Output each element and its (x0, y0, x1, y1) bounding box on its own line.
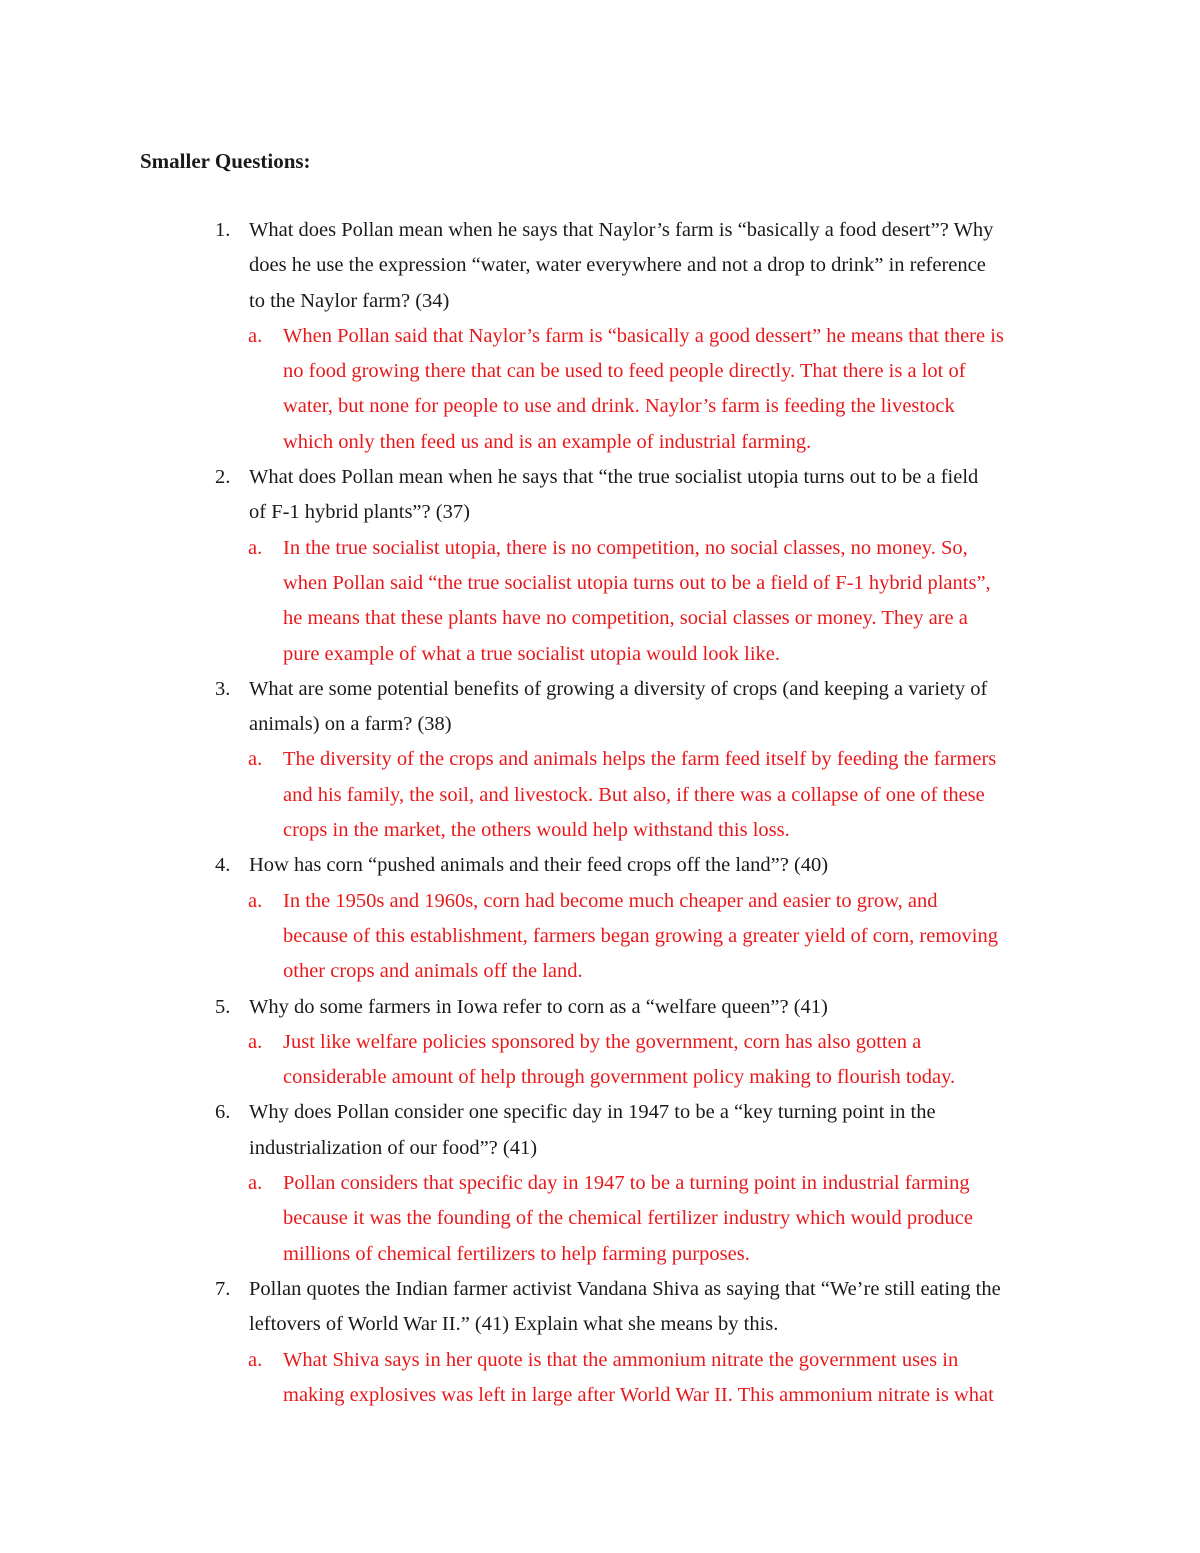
answer-text-line: The diversity of the crops and animals helps the farm feed itself by feeding the farmers (283, 748, 997, 771)
question-text-line: animals) on a farm? (38) (249, 713, 452, 736)
question-text-line: Why do some farmers in Iowa refer to corn as a “welfare queen”? (41) (249, 995, 828, 1018)
question-text-line: What does Pollan mean when he says that Naylor’s farm is “basically a food desert”? Why (249, 219, 994, 241)
section-heading: Smaller Questions: (140, 149, 311, 173)
question-number: 7. (215, 1277, 231, 1300)
answer-text-line: considerable amount of help through government policy making to flourish today. (283, 1066, 956, 1089)
question-item (140, 672, 1060, 848)
answer-text-line: Just like welfare policies sponsored by the government, corn has also gotten a (283, 1030, 922, 1053)
question-item (140, 848, 1060, 989)
answer-text-line: In the 1950s and 1960s, corn had become much cheaper and easier to grow, and (283, 889, 938, 912)
answer-text-line: millions of chemical fertilizers to help farming purposes. (283, 1242, 750, 1265)
question-number: 6. (215, 1101, 231, 1124)
question-number: 5. (215, 995, 231, 1018)
answer-letter: a. (248, 324, 263, 347)
question-text-line: What does Pollan mean when he says that “the true socialist utopia turns out to be a field (249, 466, 979, 489)
answer-block (140, 319, 1060, 460)
answer-text-line: because it was the founding of the chemical fertilizer industry which would produce (283, 1207, 973, 1230)
question-text-line: of F-1 hybrid plants”? (37) (249, 501, 470, 524)
answer-text-line: making explosives was left in large after World War II. This ammonium nitrate is what (283, 1383, 994, 1406)
answer-text-line: and his family, the soil, and livestock. But also, if there was a collapse of one of these (283, 783, 985, 806)
answer-letter: a. (248, 1172, 263, 1195)
question-text-line: How has corn “pushed animals and their feed crops off the land”? (40) (249, 854, 829, 877)
question-text-line: industrialization of our food”? (41) (249, 1136, 538, 1159)
question-number: 2. (215, 466, 231, 489)
question-text-line: What are some potential benefits of growing a diversity of crops (and keeping a variety of (249, 677, 988, 700)
answer-letter: a. (248, 748, 263, 771)
answer-block (140, 884, 1060, 990)
question-text-line: does he use the expression “water, water everywhere and not a drop to drink” in reference (249, 254, 986, 277)
answer-text-line: when Pollan said “the true socialist utopia turns out to be a field of F-1 hybrid plants”, (283, 571, 991, 594)
answer-text-line: which only then feed us and is an example of industrial farming. (283, 430, 812, 453)
question-text-line: to the Naylor farm? (34) (249, 289, 450, 312)
answer-text-line: In the true socialist utopia, there is no competition, no social classes, no money. So, (283, 536, 968, 559)
answer-block (140, 1343, 1060, 1414)
question-text-line: leftovers of World War II.” (41) Explain what she means by this. (249, 1313, 779, 1336)
answer-text-line: water, but none for people to use and drink. Naylor’s farm is feeding the livestock (283, 395, 955, 418)
answer-block (140, 1166, 1060, 1272)
answer-text-line: When Pollan said that Naylor’s farm is “basically a good dessert” he means that there is (283, 324, 1004, 347)
question-text-line: Why does Pollan consider one specific day in 1947 to be a “key turning point in the (249, 1101, 936, 1124)
answer-letter: a. (248, 1348, 263, 1371)
answer-block (140, 742, 1060, 848)
answer-text-line: because of this establishment, farmers began growing a greater yield of corn, removing (283, 924, 998, 947)
answer-text-line: Pollan considers that specific day in 1947 to be a turning point in industrial farming (283, 1172, 970, 1195)
answer-letter: a. (248, 1030, 263, 1053)
question-number: 1. (215, 219, 231, 241)
question-item (140, 460, 1060, 672)
answer-block (140, 531, 1060, 672)
answer-text-line: he means that these plants have no competition, social classes or money. They are a (283, 607, 968, 630)
answer-text-line: other crops and animals off the land. (283, 960, 583, 983)
answer-block (140, 1025, 1060, 1096)
answer-text-line: crops in the market, the others would help withstand this loss. (283, 819, 790, 842)
question-item (140, 990, 1060, 1096)
answer-letter: a. (248, 536, 263, 559)
question-text-line: Pollan quotes the Indian farmer activist Vandana Shiva as saying that “We’re still eating the (249, 1277, 1001, 1300)
answer-text-line: no food growing there that can be used to feed people directly. That there is a lot of (283, 360, 966, 383)
question-item (140, 1095, 1060, 1271)
question-list (140, 213, 1060, 1413)
answer-text-line: What Shiva says in her quote is that the ammonium nitrate the government uses in (283, 1348, 959, 1371)
question-item (140, 213, 1060, 460)
answer-text-line: pure example of what a true socialist utopia would look like. (283, 642, 780, 665)
question-item (140, 1272, 1060, 1413)
question-number: 4. (215, 854, 231, 877)
answer-letter: a. (248, 889, 263, 912)
question-number: 3. (215, 677, 231, 700)
